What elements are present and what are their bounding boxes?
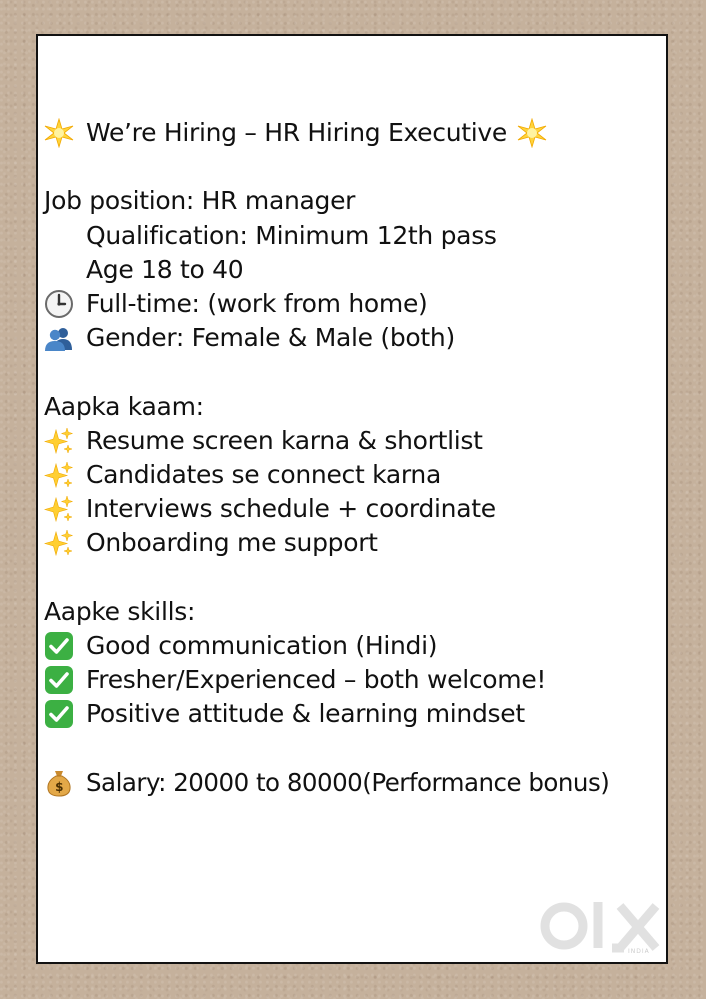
money-bag-icon [44,768,74,798]
kaam-item-text: Interviews schedule + coordinate [86,494,496,524]
skill-item [44,697,662,731]
fulltime-line [44,287,662,321]
spacer [44,355,662,389]
kaam-item-text: Candidates se connect karna [86,459,441,489]
olx-watermark-subtext: INDIA [628,948,650,955]
kaam-item [44,424,662,458]
check-mark-button-icon [44,699,74,729]
poster-content [44,116,662,800]
spacer [44,150,662,184]
check-mark-button-icon [44,631,74,661]
gender-text: Gender: Female & Male (both) [86,323,455,353]
spacer [44,560,662,594]
salary-line [44,766,662,800]
sparkles-icon [44,426,74,456]
sparkles-icon [44,460,74,490]
kaam-item [44,458,662,492]
skill-item-text: Positive attitude & learning mindset [86,699,525,729]
kaam-item-text: Onboarding me support [86,528,378,558]
glowing-star-icon [44,118,74,148]
kaam-item [44,492,662,526]
kaam-item-text: Resume screen karna & shortlist [86,425,483,455]
kaam-heading: Aapka kaam: [44,391,204,421]
skill-item [44,629,662,663]
sparkles-icon [44,494,74,524]
salary-text: Salary: 20000 to 80000(Performance bonus) [86,767,610,797]
spacer [44,731,662,765]
skills-heading: Aapke skills: [44,596,196,626]
gender-line [44,321,662,355]
poster-title [44,116,662,150]
job-poster-card [36,34,668,964]
glowing-star-icon [517,118,547,148]
skill-item-text: Fresher/Experienced – both welcome! [86,665,547,694]
job-position-line: Job position: HR manager [44,186,356,216]
age-line: Age 18 to 40 [86,254,244,284]
poster-title-text: We’re Hiring – HR Hiring Executive [86,118,507,147]
sparkles-icon [44,528,74,558]
qualification-line: Qualification: Minimum 12th pass [86,220,497,250]
people-icon [44,323,74,353]
fulltime-text: Full-time: (work from home) [86,288,428,318]
clock-icon [44,289,74,319]
kaam-item [44,526,662,560]
check-mark-button-icon [44,665,74,695]
skill-item [44,663,662,697]
skill-item-text: Good communication (Hindi) [86,630,438,660]
